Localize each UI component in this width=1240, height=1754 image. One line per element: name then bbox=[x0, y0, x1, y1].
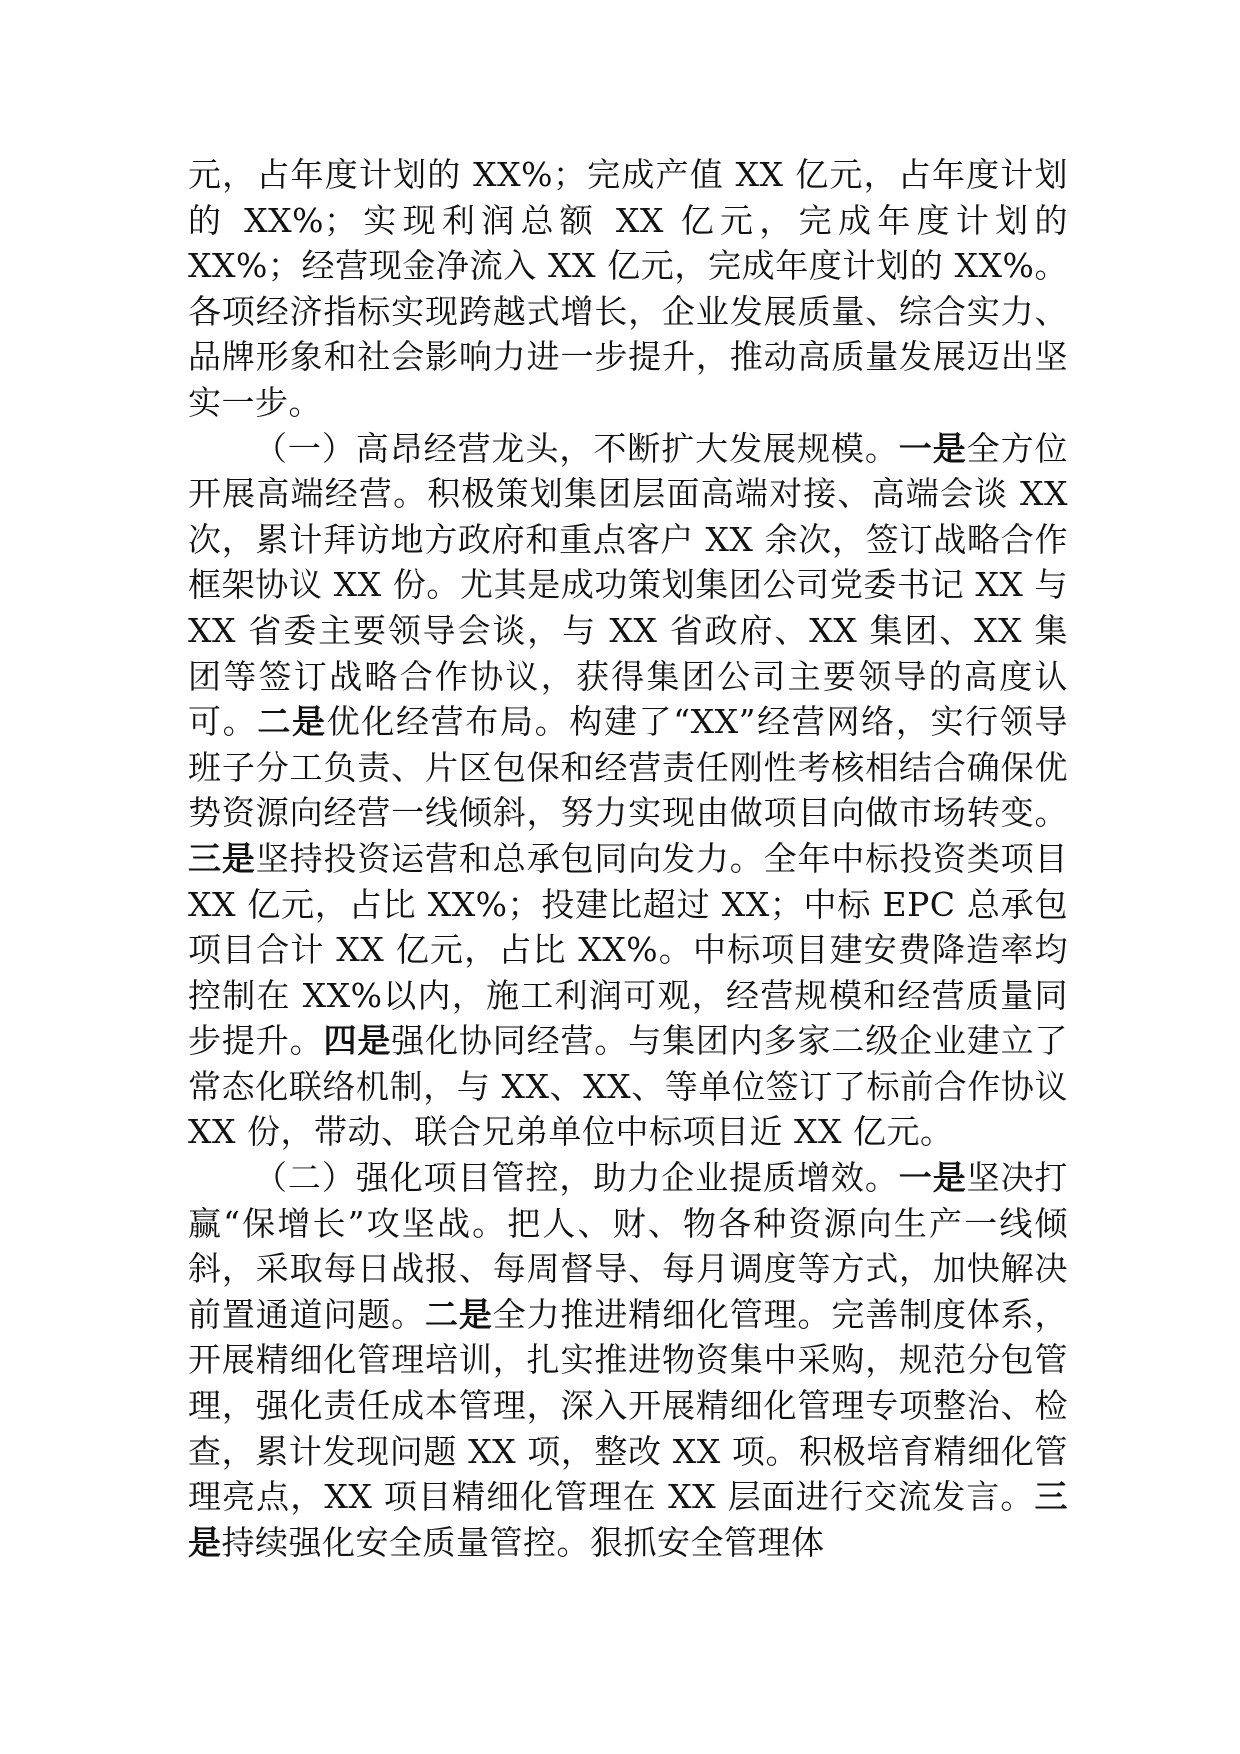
paragraph-1 bbox=[188, 152, 1068, 426]
bold-lead: 二是 bbox=[425, 1294, 493, 1334]
section-heading-1: （一）高昂经营龙头，不断扩大发展规模。 bbox=[254, 428, 899, 468]
paragraph-3-text: 全力推进精细化管理。完善制度体系，开展精细化管理培训，扎实推进物资集中采购，规范分包管理，强化责任成本管理，深入开展精细化管理专项整治、检查，累计发现问题 XX 项，整改 XX 项。积极培育精细化管理亮点，XX 项目精细化管理在 XX 层面进行交流发言。 bbox=[188, 1294, 1069, 1517]
paragraph-2 bbox=[188, 426, 1068, 1156]
paragraph-2-text: 坚持投资运营和总承包同向发力。全年中标投资类项目 XX 亿元，占比 XX%；投建比超过 XX；中标 EPC 总承包项目合计 XX 亿元，占比 XX%。中标项目建安费降造率均控制在 XX%以内，施工利润可观，经营规模和经营质量同步提升。 bbox=[188, 838, 1069, 1061]
bold-lead: 二是 bbox=[257, 702, 327, 742]
bold-lead: 一是 bbox=[898, 428, 967, 468]
bold-lead: 一是 bbox=[898, 1158, 967, 1198]
paragraph-2-text: 优化经营布局。构建了“XX”经营网络，实行领导班子分工负责、片区包保和经营责任刚性考核相结合确保优势资源向经营一线倾斜，努力实现由做项目向做市场转变。 bbox=[188, 702, 1068, 833]
bold-lead: 四是 bbox=[323, 1021, 392, 1061]
section-heading-2: （二）强化项目管控，助力企业提质增效。 bbox=[254, 1158, 899, 1198]
document-body bbox=[188, 152, 1068, 1565]
paragraph-3-text: 坚决打赢“保增长”攻坚战。把人、财、物各种资源向生产一线倾斜，采取每日战报、每周督导、每月调度等方式，加快解决前置通道问题。 bbox=[188, 1158, 1069, 1334]
paragraph-2-text: 强化协同经营。与集团内多家二级企业建立了常态化联络机制，与 XX、XX、等单位签订了标前合作协议 XX 份，带动、联合兄弟单位中标项目近 XX 亿元。 bbox=[188, 1021, 1069, 1152]
paragraph-2-text: 全方位开展高端经营。积极策划集团层面高端对接、高端会谈 XX 次，累计拜访地方政府和重点客户 XX 余次，签订战略合作框架协议 XX 份。尤其是成功策划集团公司党委书记 XX 与 XX 省委主要领导会谈，与 XX 省政府、XX 集团、XX 集团等签订战略合作协议，获得集团公司主要领导的高度认可。 bbox=[188, 428, 1069, 742]
paragraph-3 bbox=[188, 1155, 1068, 1565]
paragraph-1-text: 元，占年度计划的 XX%；完成产值 XX 亿元，占年度计划的 XX%；实现利润总额 XX 亿元，完成年度计划的 XX%；经营现金净流入 XX 亿元，完成年度计划的 XX%。各项经济指标实现跨越式增长，企业发展质量、综合实力、品牌形象和社会影响力进一步提升，推动高质量发展迈出坚实一步。 bbox=[188, 155, 1068, 422]
paragraph-3-text: 持续强化安全质量管控。狠抓安全管理体 bbox=[221, 1522, 825, 1562]
bold-lead: 三是 bbox=[188, 1477, 1068, 1562]
bold-lead: 三是 bbox=[188, 838, 256, 878]
